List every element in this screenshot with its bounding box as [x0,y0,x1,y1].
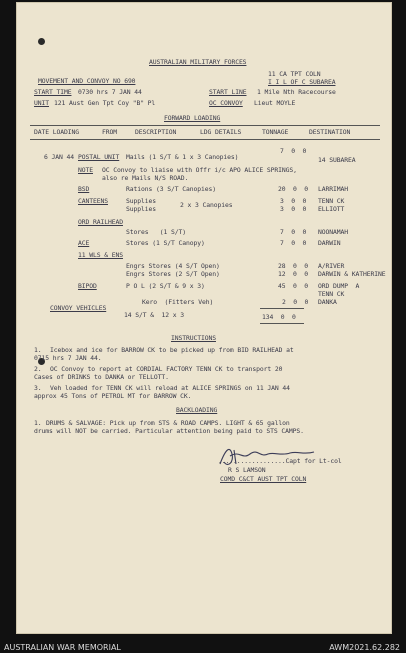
note-line2: also re Mails N/S ROAD. [102,174,189,182]
document-page [16,2,392,634]
note-line1: OC Convoy to liaise with Offr i/c APO ALICE SPRINGS, [102,166,297,174]
oc-convoy-value: Lieut MOYLE [254,99,296,107]
header-rule-bottom [30,139,380,140]
instr1-line1: Icebox and ice for BARROW CK to be picked up from BID RAILHEAD at [50,346,294,354]
row-wls-desc1: Engrs Stores (4 S/T Open) [126,262,220,270]
total-tonnage: 134 0 0 [262,313,296,321]
total-rule-bottom [260,323,304,324]
instr3-num: 3. [34,384,42,392]
org-title: AUSTRALIAN MILITARY FORCES [149,58,247,66]
instr2-num: 2. [34,365,42,373]
row-wls-ton1: 28 0 0 [278,262,308,270]
row-ace-desc: Stores (1 S/T Canopy) [126,239,205,247]
backloading-line2: drums will NOT be carried. Particular attention being paid to STS CAMPS. [34,427,304,435]
row-bsd-tonnage: 20 0 0 [278,185,308,193]
row-ace-tonnage: 7 0 0 [280,239,307,247]
movement-title: MOVEMENT AND CONVOY NO 690 [38,77,136,85]
row-ord-railhead-from: ORD RAILHEAD [78,218,123,226]
start-line-value: 1 Mile Nth Racecourse [257,88,336,96]
backloading-title: BACKLOADING [176,406,218,414]
unit-label: UNIT [34,99,49,107]
col-tonnage: TONNAGE [262,128,289,136]
row-wls-dest1: A/RIVER [318,262,345,270]
row-wls-dest2: DARWIN & KATHERINE [318,270,386,278]
punch-hole-top [38,38,45,45]
row-bipod-desc: P O L (2 S/T & 9 x 3) [126,282,205,290]
row-bipod-from: BIPOD [78,282,97,290]
row-bipod-dest1: ORD DUMP A [318,282,360,290]
row-convoy-tonnage: 2 0 0 [282,298,309,306]
col-date: DATE LOADING [34,128,79,136]
row-bipod-dest3: DANKA [318,298,337,306]
row-ord-dest: NOONAMAH [318,228,348,236]
row-ace-dest: DARWIN [318,239,341,247]
forward-loading-title: FORWARD LOADING [164,114,221,122]
note-label: NOTE [78,166,93,174]
total-rule [260,308,304,309]
col-description: DESCRIPTION [135,128,177,136]
signature-line: ..................Capt for Lt-col [218,457,342,465]
instr3-line2: approx 45 Tons of PETROL MT for BARROW CK. [34,392,192,400]
row-bipod-tonnage: 45 0 0 [278,282,308,290]
row-bsd-from: BSD [78,185,90,193]
signatory-name: R S LAMSON [228,466,266,474]
row-canteens-dest1: TENN CK [318,197,345,205]
row-ord-tonnage: 7 0 0 [280,228,307,236]
row-canteens-ldg: 2 x 3 Canopies [180,201,233,209]
row1-dest: 14 SUBAREA [318,156,356,164]
row1-from: POSTAL UNIT [78,153,120,161]
backloading-line1: DRUMS & SALVAGE: Pick up from STS & ROAD CAMPS. LIGHT & 65 gallon [46,419,290,427]
row-bsd-desc: Rations (3 S/T Canopies) [126,185,216,193]
row-canteens-ton1: 3 0 0 [280,197,307,205]
start-line-label: START LINE [209,88,247,96]
col-ldg-details: LDG DETAILS [200,128,242,136]
subarea-line: I I L OF C SUBAREA [268,78,336,86]
coln-line: 11 CA TPT COLN [268,70,321,78]
row-canteens-from: CANTEENS [78,197,108,205]
row1-date: 6 JAN 44 [44,153,74,161]
archive-name: AUSTRALIAN WAR MEMORIAL [4,643,121,652]
row-canteens-dest2: ELLIOTT [318,205,345,213]
instr1-num: 1. [34,346,42,354]
row-convoy-from: CONVOY VEHICLES [50,304,107,312]
instructions-title: INSTRUCTIONS [171,334,216,342]
unit-value: 121 Aust Gen Tpt Coy "B" Pl [54,99,156,107]
col-from: FROM [102,128,117,136]
signatory-title: COMD C&CT AUST TPT COLN [220,475,307,483]
row1-desc: Mails (1 S/T & 1 x 3 Canopies) [126,153,239,161]
instr1-line2: 0715 hrs 7 JAN 44. [34,354,102,362]
instr3-line1: Veh loaded for TENN CK will reload at ALICE SPRINGS on 11 JAN 44 [50,384,290,392]
instr2-line1: OC Convoy to report at CORDIAL FACTORY TENN CK to transport 20 [50,365,283,373]
oc-convoy-label: OC CONVOY [209,99,243,107]
row-canteens-desc2: Supplies [126,205,156,213]
total-vehicles: 14 S/T & 12 x 3 [124,311,184,319]
instr2-line2: Cases of DRINKS to DANKA or TELLOTT. [34,373,169,381]
row-canteens-ton2: 3 0 0 [280,205,307,213]
row-ord-desc: Stores (1 S/T) [126,228,186,236]
row-bipod-dest2: TENN CK [318,290,345,298]
backloading-num: 1. [34,419,42,427]
row-canteens-desc1: Supplies [126,197,156,205]
archive-id: AWM2021.62.282 [329,643,400,652]
start-time-value: 0730 hrs 7 JAN 44 [78,88,142,96]
row-bsd-dest: LARRIMAH [318,185,348,193]
row-convoy-desc: Kero (Fitters Veh) [142,298,214,306]
header-rule-top [30,125,380,126]
row-wls-desc2: Engrs Stores (2 S/T Open) [126,270,220,278]
row-wls-from: 11 WLS & ENS [78,251,123,259]
col-destination: DESTINATION [309,128,351,136]
start-time-label: START TIME [34,88,72,96]
row1-tonnage: 7 0 0 [280,147,307,155]
row-ace-from: ACE [78,239,90,247]
row-wls-ton2: 12 0 0 [278,270,308,278]
